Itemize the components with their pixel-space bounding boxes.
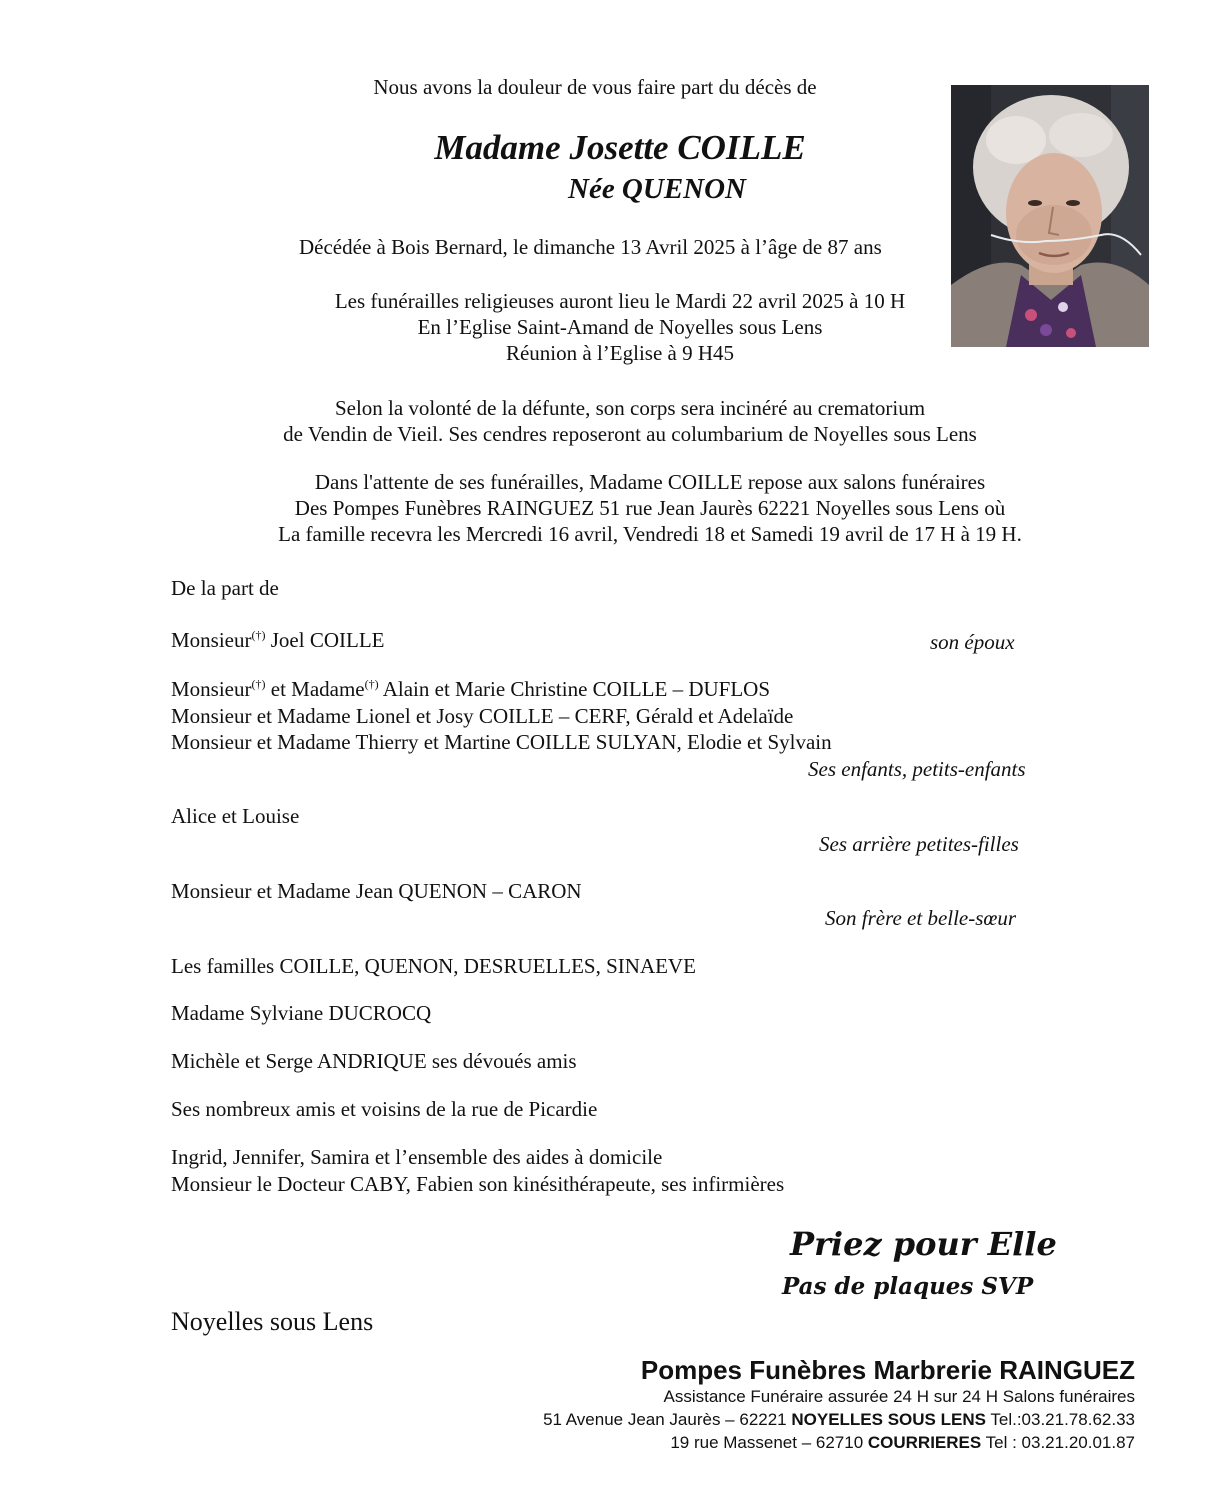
husband-role: son époux bbox=[930, 630, 1015, 654]
company-service: Assistance Funéraire assurée 24 H sur 24 H Salons funéraires bbox=[663, 1387, 1135, 1406]
death-notice: Décédée à Bois Bernard, le dimanche 13 Avril 2025 à l’âge de 87 ans bbox=[299, 235, 882, 259]
great-grandchildren-role: Ses arrière petites-filles bbox=[819, 832, 1019, 856]
maiden-name: Née QUENON bbox=[568, 173, 746, 205]
carers-line-1: Ingrid, Jennifer, Samira et l’ensemble des aides à domicile bbox=[171, 1145, 663, 1169]
children-line-3: Monsieur et Madame Thierry et Martine COILLE SULYAN, Elodie et Sylvain bbox=[171, 730, 832, 754]
visitation-line-1: Dans l'attente de ses funérailles, Madame COILLE repose aux salons funéraires bbox=[314, 470, 986, 494]
company-address-2: 19 rue Massenet – 62710 COURRIERES Tel : 03.21.20.01.87 bbox=[670, 1433, 1135, 1452]
families-line: Les familles COILLE, QUENON, DESRUELLES, SINAEVE bbox=[171, 954, 696, 978]
prayer-text: Priez pour Elle bbox=[790, 1225, 1057, 1263]
cremation-line-1: Selon la volonté de la défunte, son corps sera incinéré au crematorium bbox=[334, 396, 926, 420]
carers-line-2: Monsieur le Docteur CABY, Fabien son kinésithérapeute, ses infirmières bbox=[171, 1172, 785, 1196]
company-address-1: 51 Avenue Jean Jaurès – 62221 NOYELLES SOUS LENS Tel.:03.21.78.62.33 bbox=[543, 1410, 1135, 1429]
husband-line: Monsieur(†) Joel COILLE bbox=[171, 628, 385, 652]
sibling-line: Monsieur et Madame Jean QUENON – CARON bbox=[171, 879, 582, 903]
place-text: Noyelles sous Lens bbox=[171, 1307, 374, 1336]
friend-line-1: Madame Sylviane DUCROCQ bbox=[171, 1001, 432, 1025]
visitation-line-2: Des Pompes Funèbres RAINGUEZ 51 rue Jean Jaurès 62221 Noyelles sous Lens où bbox=[294, 496, 1006, 520]
children-role: Ses enfants, petits-enfants bbox=[808, 757, 1026, 781]
ceremony-line-1: Les funérailles religieuses auront lieu le Mardi 22 avril 2025 à 10 H bbox=[334, 289, 906, 313]
ceremony-line-2: En l’Eglise Saint-Amand de Noyelles sous Lens bbox=[417, 315, 823, 339]
company-name: Pompes Funèbres Marbrerie RAINGUEZ bbox=[640, 1355, 1135, 1385]
cremation-line-2: de Vendin de Vieil. Ses cendres reposeront au columbarium de Noyelles sous Lens bbox=[283, 422, 977, 446]
children-line-2: Monsieur et Madame Lionel et Josy COILLE – CERF, Gérald et Adelaïde bbox=[171, 704, 794, 728]
visitation-line-3: La famille recevra les Mercredi 16 avril, Vendredi 18 et Samedi 19 avril de 17 H à 19 H. bbox=[278, 522, 1022, 546]
deceased-name: Madame Josette COILLE bbox=[434, 128, 806, 167]
children-line-1: Monsieur(†) et Madame(†) Alain et Marie Christine COILLE – DUFLOS bbox=[171, 677, 770, 701]
ceremony-line-3: Réunion à l’Eglise à 9 H45 bbox=[505, 341, 735, 365]
neighbors-line: Ses nombreux amis et voisins de la rue de Picardie bbox=[171, 1097, 598, 1121]
great-grandchildren: Alice et Louise bbox=[171, 804, 300, 828]
no-plaques-text: Pas de plaques SVP bbox=[782, 1273, 1034, 1300]
sibling-role: Son frère et belle-sœur bbox=[825, 906, 1017, 930]
intro-text: Nous avons la douleur de vous faire part du décès de bbox=[373, 75, 817, 99]
friend-line-2: Michèle et Serge ANDRIQUE ses dévoués amis bbox=[171, 1049, 577, 1073]
from-intro: De la part de bbox=[171, 576, 279, 600]
